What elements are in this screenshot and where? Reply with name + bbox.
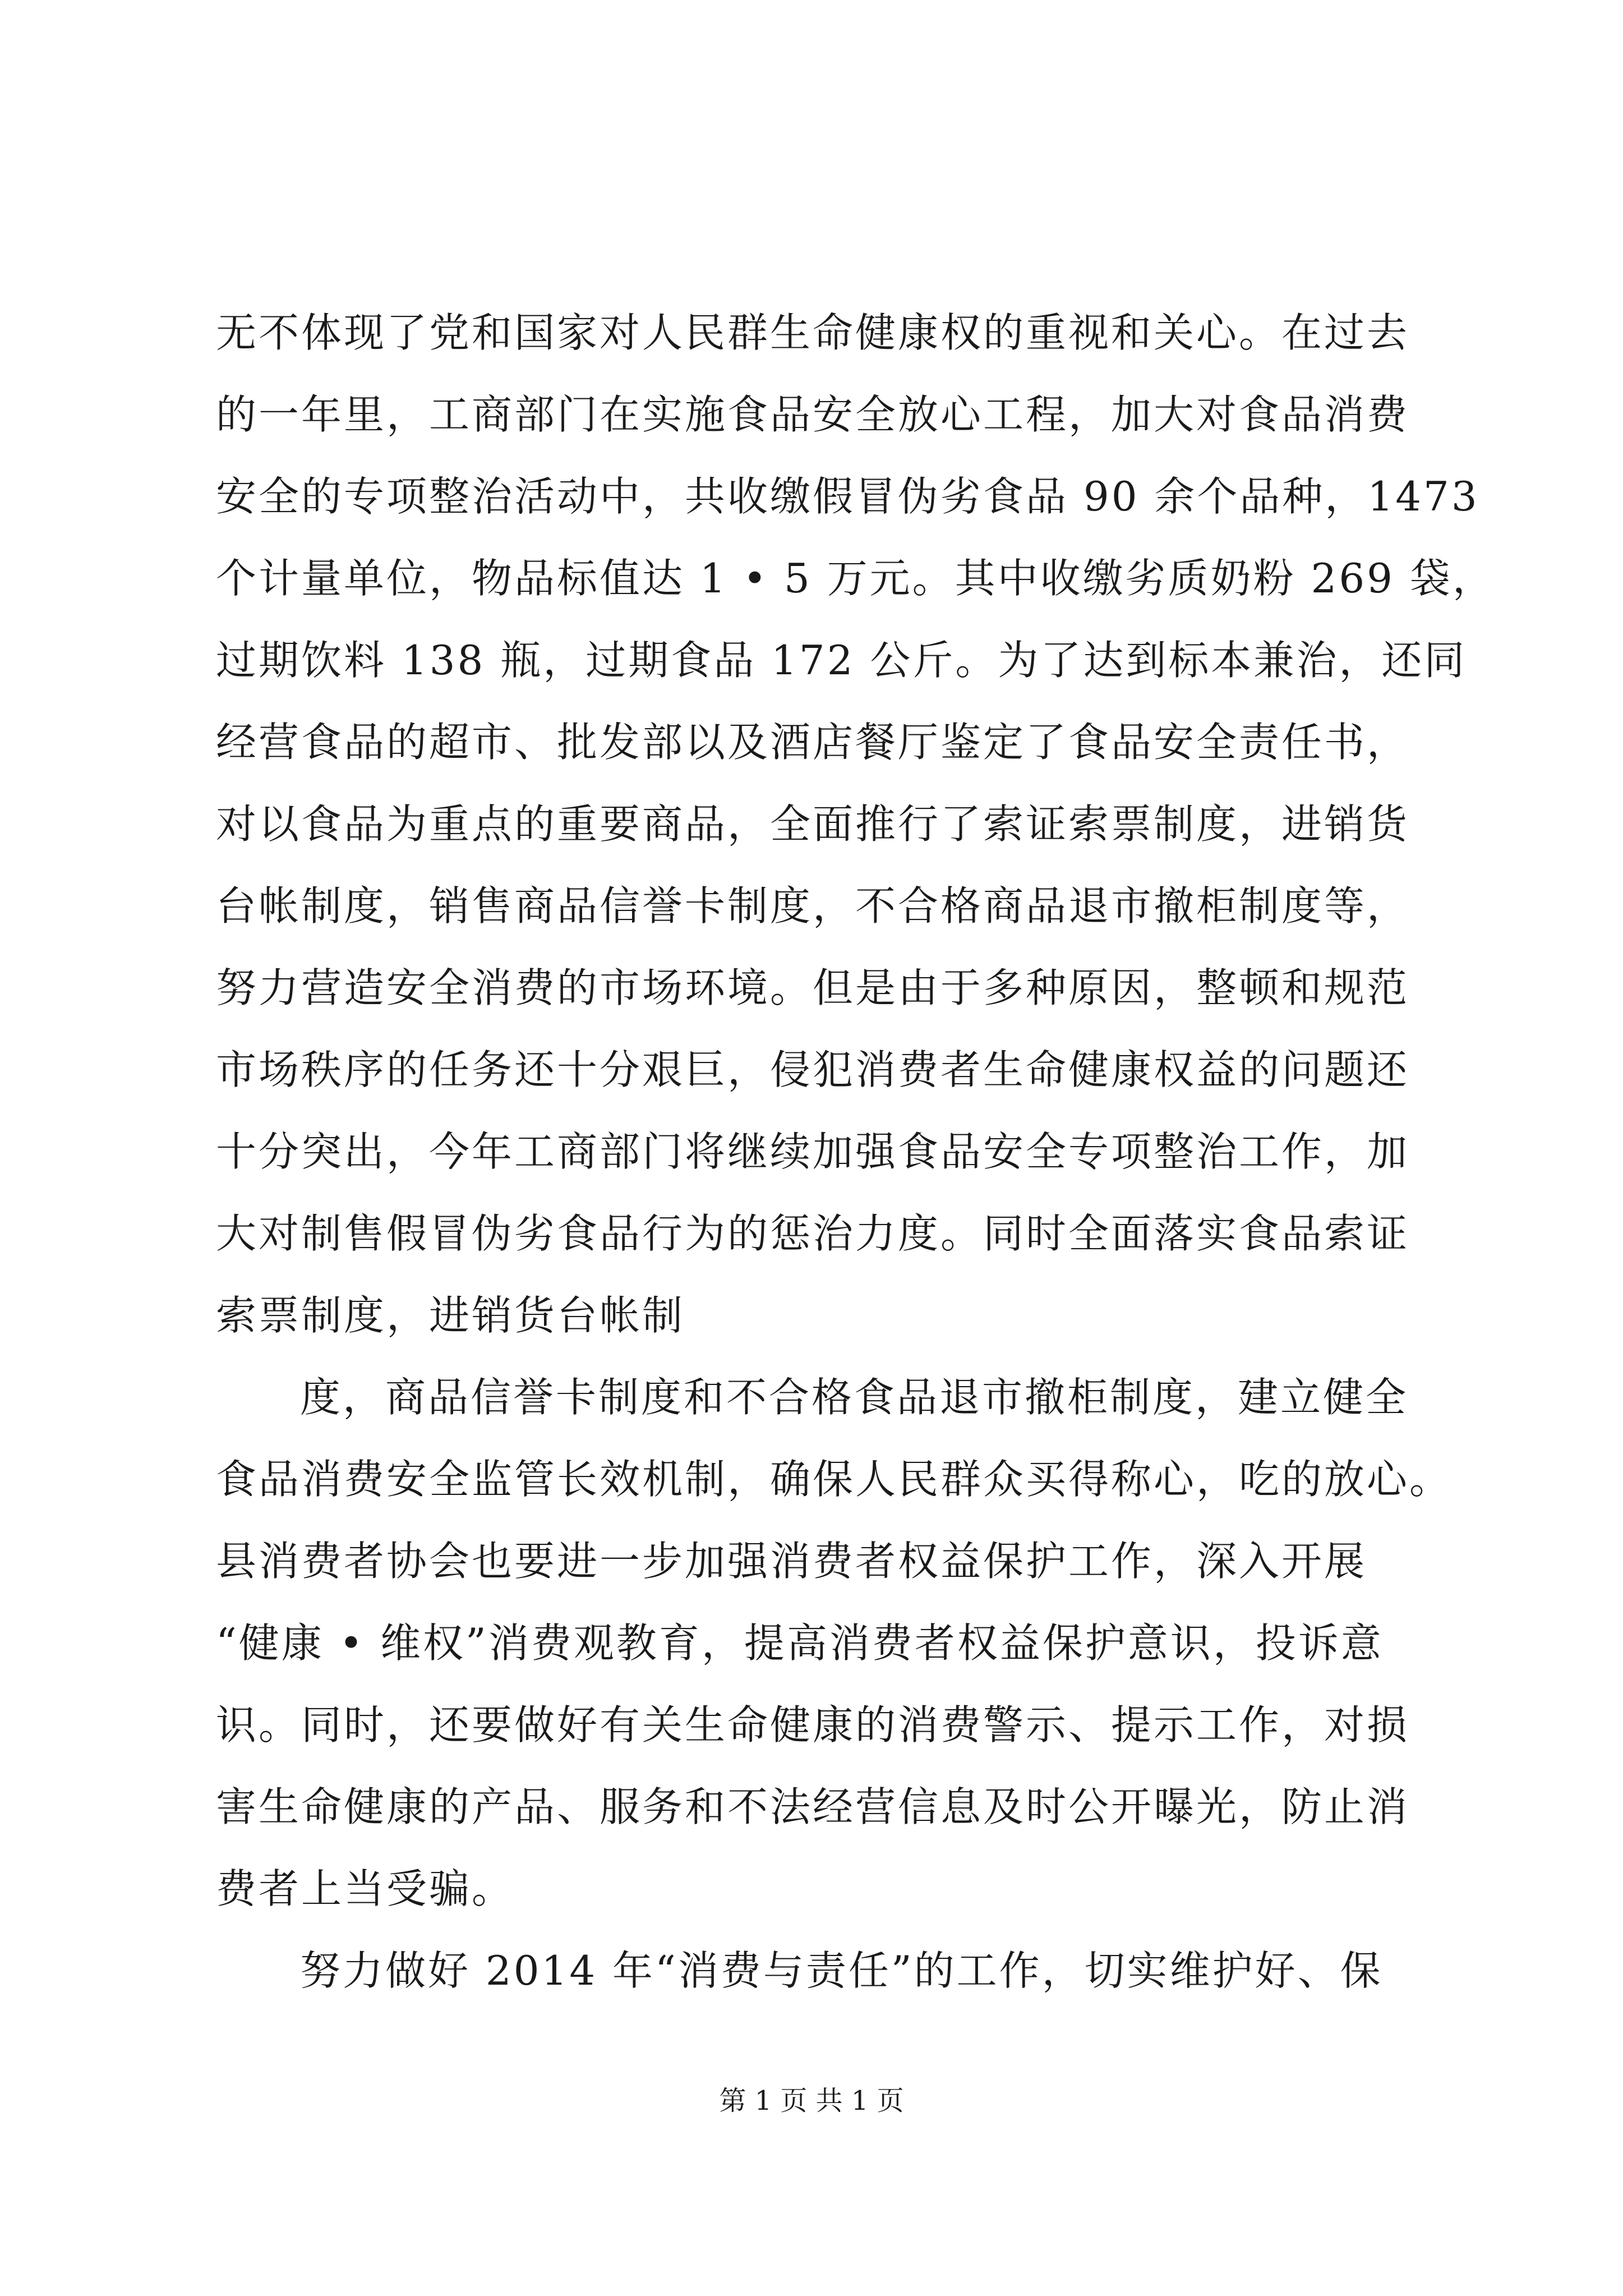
text-line: 识。同时，还要做好有关生命健康的消费警示、提示工作，对损 <box>216 1701 1410 1749</box>
text-line: 费者上当受骗。 <box>216 1865 515 1912</box>
text-line: 的一年里，工商部门在实施食品安全放心工程，加大对食品消费 <box>216 391 1410 438</box>
page-number: 第 1 页 共 1 页 <box>719 2085 904 2116</box>
text-line: 无不体现了党和国家对人民群生命健康权的重视和关心。在过去 <box>216 309 1410 356</box>
page-footer <box>0 2084 1623 2118</box>
text-line: 市场秩序的任务还十分艰巨，侵犯消费者生命健康权益的问题还 <box>216 1046 1410 1093</box>
text-line: 经营食品的超市、批发部以及酒店餐厅鉴定了食品安全责任书， <box>216 719 1410 766</box>
text-line: 县消费者协会也要进一步加强消费者权益保护工作，深入开展 <box>216 1538 1367 1585</box>
text-line: 对以食品为重点的重要商品，全面推行了索证索票制度，进销货 <box>216 800 1410 848</box>
text-line: 个计量单位，物品标值达 1 • 5 万元。其中收缴劣质奶粉 269 袋， <box>216 555 1495 602</box>
text-line: 努力营造安全消费的市场环境。但是由于多种原因，整顿和规范 <box>216 964 1410 1011</box>
text-line: 努力做好 2014 年“消费与责任”的工作，切实维护好、保 <box>300 1947 1383 1994</box>
text-line: “健康 • 维权”消费观教育，提高消费者权益保护意识，投诉意 <box>216 1619 1384 1667</box>
text-line: 索票制度，进销货台帐制 <box>216 1292 685 1339</box>
document-body <box>216 292 1495 2012</box>
paragraph-2 <box>216 1356 1453 1930</box>
text-line: 十分突出，今年工商部门将继续加强食品安全专项整治工作，加 <box>216 1128 1410 1175</box>
text-line: 食品消费安全监管长效机制，确保人民群众买得称心，吃的放心。 <box>216 1456 1453 1503</box>
text-line: 台帐制度，销售商品信誉卡制度，不合格商品退市撤柜制度等， <box>216 882 1410 930</box>
paragraph-3 <box>216 1930 1416 2012</box>
paragraph-1 <box>216 292 1495 1356</box>
text-line: 安全的专项整治活动中，共收缴假冒伪劣食品 90 余个品种，1473 <box>216 473 1479 520</box>
text-line: 过期饮料 138 瓶，过期食品 172 公斤。为了达到标本兼治，还同 <box>216 637 1467 684</box>
text-line: 害生命健康的产品、服务和不法经营信息及时公开曝光，防止消 <box>216 1783 1410 1830</box>
text-line: 度，商品信誉卡制度和不合格食品退市撤柜制度，建立健全 <box>300 1374 1409 1421</box>
text-line: 大对制售假冒伪劣食品行为的惩治力度。同时全面落实食品索证 <box>216 1210 1410 1257</box>
